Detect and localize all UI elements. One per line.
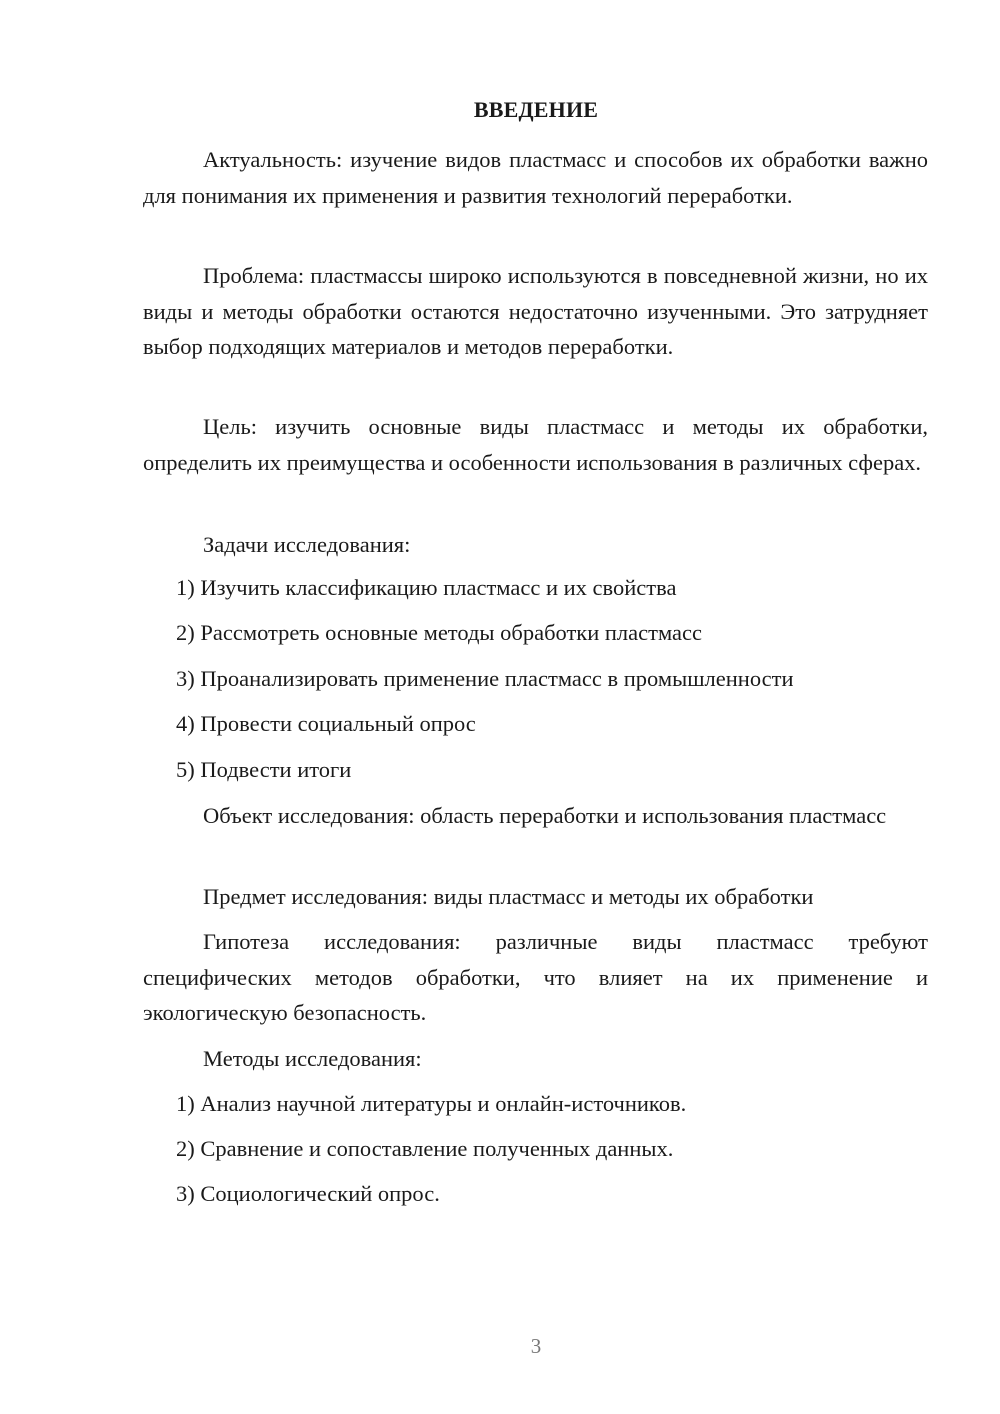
task-item: 1) Изучить классификацию пластмасс и их свойства (176, 575, 677, 600)
page-number: 3 (530, 1334, 542, 1358)
hypothesis-paragraph: Гипотеза исследования: различные виды пластмасс требуют специфических методов обработки, что влияет на их применение и экологическую безопасность. (143, 929, 928, 1025)
methods-heading: Методы исследования: (203, 1046, 422, 1071)
tasks-heading: Задачи исследования: (203, 532, 411, 557)
task-item: 5) Подвести итоги (176, 757, 352, 782)
relevance-paragraph: Актуальность: изучение видов пластмасс и способов их обработки важно для понимания их применения и развития технологий переработки. (143, 147, 928, 208)
subject-paragraph: Предмет исследования: виды пластмасс и методы их обработки (203, 884, 814, 909)
problem-paragraph: Проблема: пластмассы широко используются в повседневной жизни, но их виды и методы обработки остаются недостаточно изученными. Это затрудняет выбор подходящих материалов и методов переработки. (143, 263, 928, 359)
page-title: ВВЕДЕНИЕ (473, 97, 599, 122)
object-paragraph: Объект исследования: область переработки и использования пластмасс (203, 803, 887, 828)
method-item: 3) Социологический опрос. (176, 1181, 440, 1206)
method-item: 2) Сравнение и сопоставление полученных данных. (176, 1136, 674, 1161)
task-item: 3) Проанализировать применение пластмасс в промышленности (176, 666, 794, 691)
goal-paragraph: Цель: изучить основные виды пластмасс и методы их обработки, определить их преимущества и особенности использования в различных сферах. (143, 414, 928, 475)
task-item: 2) Рассмотреть основные методы обработки пластмасс (176, 620, 703, 645)
method-item: 1) Анализ научной литературы и онлайн-источников. (176, 1091, 687, 1116)
task-item: 4) Провести социальный опрос (176, 711, 476, 736)
